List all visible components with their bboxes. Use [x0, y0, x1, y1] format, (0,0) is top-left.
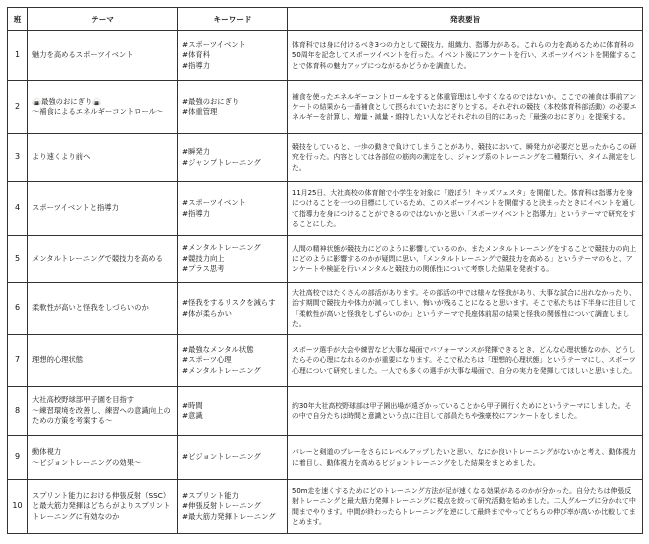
group-number: 4 — [8, 182, 28, 236]
summary-cell: 競技をしていると、一歩の動きで負けてしまうことがあり、競技において、瞬発力が必要だと思ったからこの研究を行った。内容としては各部位の筋肉の測定をし、ジャンプ系のトレーニングを二種類行い、タイム測定をした。 — [288, 134, 643, 182]
keywords-cell: #メンタルトレーニング #競技力向上 #プラス思考 — [178, 236, 288, 283]
keywords-cell: #スポーツイベント #体育科 #指導力 — [178, 31, 288, 81]
theme-cell: 大社高校野球部甲子園を目指す ～練習環境を改善し、練習への意識向上のための方策を考案する～ — [28, 387, 178, 436]
table-row — [8, 81, 643, 134]
keywords-cell: #スプリント能力 #伸張反射トレーニング #最大筋力発揮トレーニング — [178, 480, 288, 534]
group-number: 1 — [8, 31, 28, 81]
group-number: 2 — [8, 81, 28, 134]
summary-cell: バレーと剣道のプレーをさらにレベルアップしたいと思い、なにか良いトレーニングがないかと考え、動体視力に着目し、動体視力を高めるビジョントレーニングをした結果をまとめました。 — [288, 436, 643, 480]
keywords-cell: #瞬発力 #ジャンプトレーニング — [178, 134, 288, 182]
theme-cell: より速くより前へ — [28, 134, 178, 182]
table-row — [8, 480, 643, 534]
header-group: 班 — [8, 8, 28, 31]
summary-cell: 体育科では身に付けるべき3つの力として競技力、組織力、指導力がある。これらの力を高めるために体育科の50周年を記念してスポーツイベントを行った。イベント後にアンケートを行い、スポーツイベントを開催することで体育科の魅力アップにつながるかどうかを調査した。 — [288, 31, 643, 81]
theme-cell: スプリント能力における伸張反射（SSC）と最大筋力発揮はどちらがよりスプリントトレーニングに有効なのか — [28, 480, 178, 534]
summary-cell: 補食を使ったエネルギーコントロールをすると体重管理はしやすくなるのではないか。ここでの補食は事前アンケートの結果から一番補食として摂られていたおにぎりとする。それぞれの競技（本校体育科部活動）の必要エネルギーを計算し、増量・減量・維持したい人などそれぞれの目的にあった「最強のおにぎり」を提案する。 — [288, 81, 643, 134]
header-summary: 発表要旨 — [288, 8, 643, 31]
keywords-cell: #怪我をするリスクを減らす #体が柔らかい — [178, 283, 288, 335]
presentation-table — [7, 7, 643, 534]
table-row — [8, 335, 643, 387]
keywords-cell: #最強なメンタル状態 #スポーツ心理 #メンタルトレーニング — [178, 335, 288, 387]
table-row — [8, 283, 643, 335]
summary-cell: 大社高校ではたくさんの部活があります。その部活の中では様々な怪我があり、大事な試合に出れなかったり、治す期間で競技力や体力が減ってしまい、悔いが残ることになると思います。そこで私たちは下半身に注目して「柔軟性が高いと怪我をしずらいのか」というテーマで長座体前屈の結果と怪我の関係性について調査しました。 — [288, 283, 643, 335]
summary-cell: 11月25日、大社高校の体育館で小学生を対象に「遊ぼう！キッズフェスタ」を開催した。体育科は指導力を身につけることを一つの目標にしているため、このスポーツイベントを開催すると決まったときにイベントを通して指導力を身につけることができるのではないかと思い「スポーツイベントと指導力」というテーマで研究をすることにした。 — [288, 182, 643, 236]
keywords-cell: #スポーツイベント #指導力 — [178, 182, 288, 236]
header-keywords: キーワード — [178, 8, 288, 31]
table-header-row — [8, 8, 643, 31]
theme-cell: 理想的心理状態 — [28, 335, 178, 387]
header-theme: テーマ — [28, 8, 178, 31]
table-row — [8, 31, 643, 81]
summary-cell: 約30年大社高校野球部は甲子園出場が遠ざかっていることから甲子園行くためにというテーマにしました。その中で自分たちは時間と意識という点に注目して部員たちや強豪校にアンケートをしました。 — [288, 387, 643, 436]
group-number: 6 — [8, 283, 28, 335]
group-number: 8 — [8, 387, 28, 436]
group-number: 3 — [8, 134, 28, 182]
keywords-cell: #時間 #意識 — [178, 387, 288, 436]
theme-cell: スポーツイベントと指導力 — [28, 182, 178, 236]
group-number: 7 — [8, 335, 28, 387]
theme-cell: 🍙最強のおにぎり🍙 ～補食によるエネルギーコントロール～ — [28, 81, 178, 134]
group-number: 9 — [8, 436, 28, 480]
theme-cell: メンタルトレーニングで競技力を高める — [28, 236, 178, 283]
table-row — [8, 182, 643, 236]
table-row — [8, 236, 643, 283]
presentation-table-container — [7, 7, 642, 534]
summary-cell: スポーツ選手が大会や練習など大事な場面でパフォーマンスが発揮できるとき、どんな心理状態なのか、どうしたらその心理になれるのかが重要になります。そこで私たちは「理想的心理状態」というテーマにし、スポーツ心理について研究しました。一人でも多くの選手が大事な場面で、自分の実力を発揮してほしいと思いました。 — [288, 335, 643, 387]
summary-cell: 50m走を速くするためにどのトレーニング方法が足が速くなる効果があるのかが分かった。自分たちは伸張反射トレーニングと最大筋力発揮トレーニングに視点を絞って研究活動を始めました。二人グループに分かれて中間までやります。中間が終わったらトレーニングを逆にして最終までやってどちらの伸び率が高いか比較してまとめます。 — [288, 480, 643, 534]
theme-cell: 柔軟性が高いと怪我をしづらいのか — [28, 283, 178, 335]
group-number: 10 — [8, 480, 28, 534]
keywords-cell: #最強のおにぎり #体重管理 — [178, 81, 288, 134]
table-row — [8, 387, 643, 436]
theme-cell: 動体視力 ～ビジョントレーニングの効果～ — [28, 436, 178, 480]
group-number: 5 — [8, 236, 28, 283]
summary-cell: 人間の精神状態が競技力にどのように影響しているのか、またメンタルトレーニングをすることで競技力の向上にどのように影響するのかが疑問に思い、「メンタルトレーニングで競技力を高める」というテーマのもと、アンケートや検証を行いメンタルと競技力の関係性について考察した結果を発表する。 — [288, 236, 643, 283]
table-row — [8, 134, 643, 182]
table-row — [8, 436, 643, 480]
keywords-cell: #ビジョントレーニング — [178, 436, 288, 480]
theme-cell: 魅力を高めるスポーツイベント — [28, 31, 178, 81]
